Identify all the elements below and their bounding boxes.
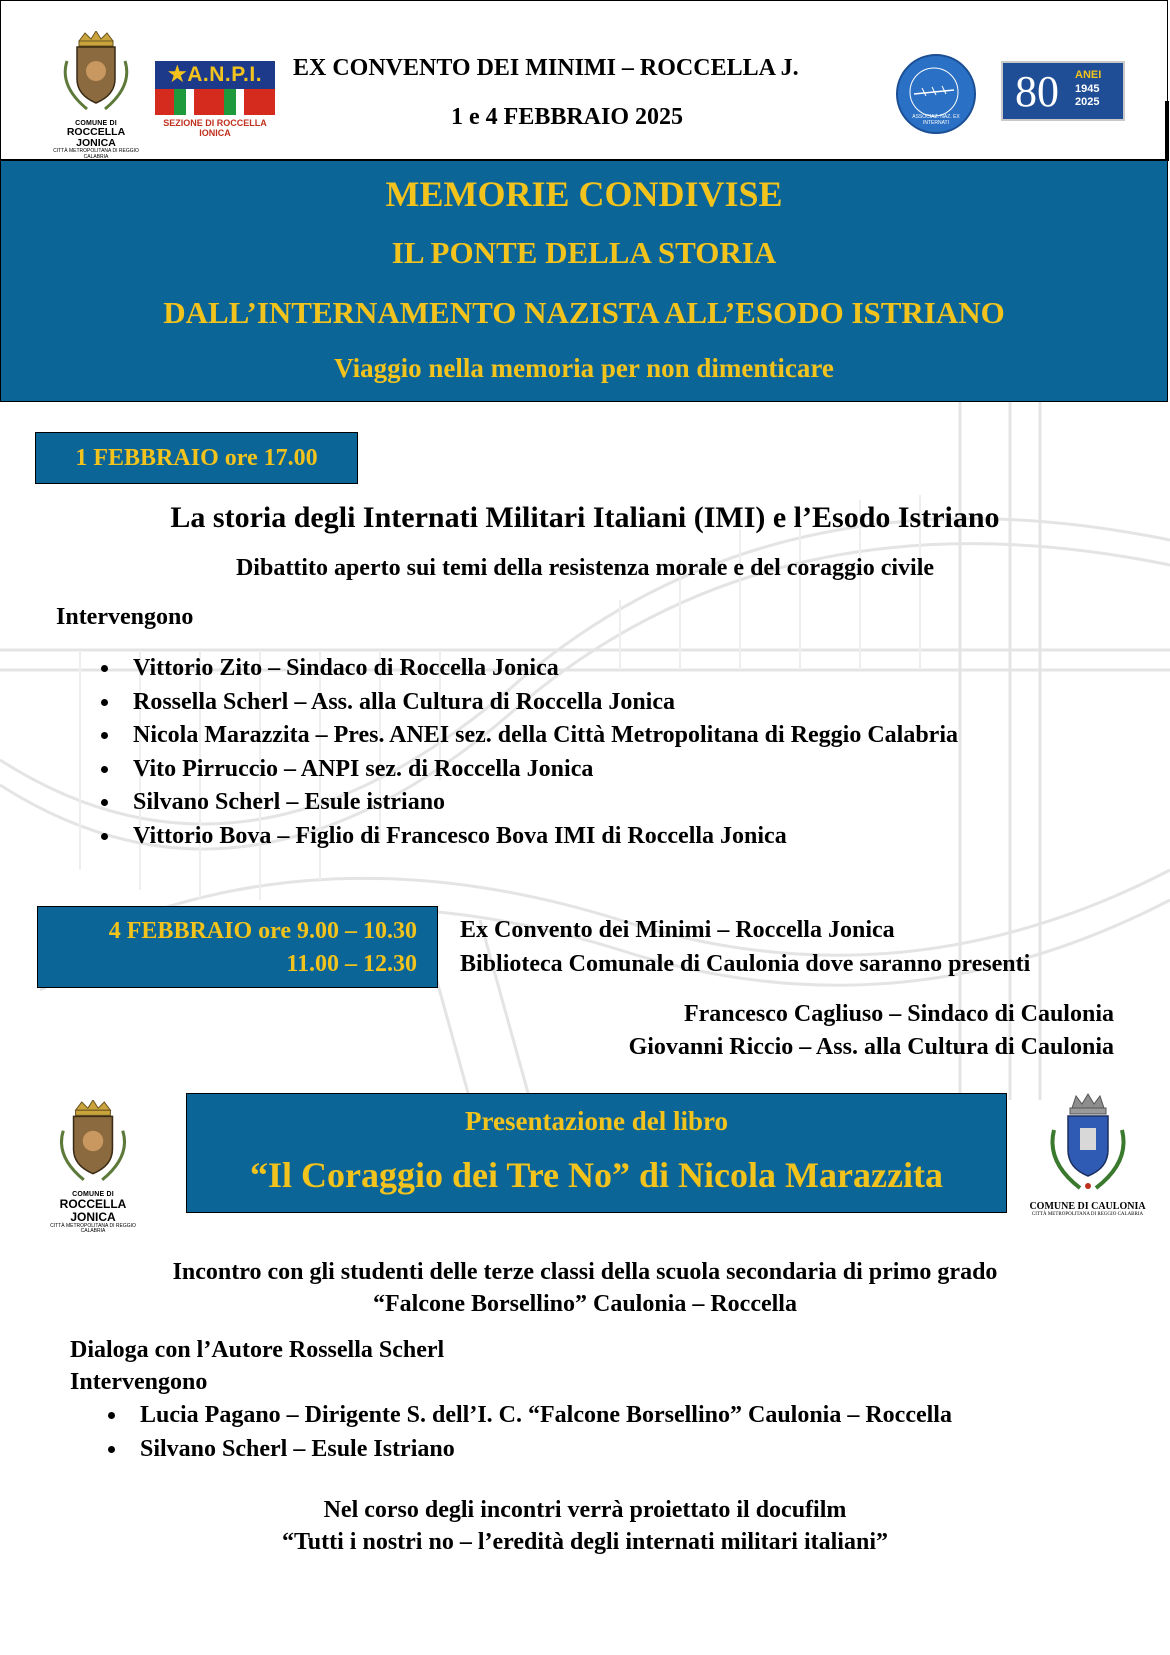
event1-subtitle: Dibattito aperto sui temi della resistenza morale e del coraggio civile [235,555,935,581]
title-band [0,160,1168,402]
title-line-1: MEMORIE CONDIVISE [385,174,783,214]
title-subtitle: Viaggio nella memoria per non dimenticare [334,353,834,383]
event1-speaker: Vittorio Zito – Sindaco di Roccella Jonica [133,652,958,686]
event2-guests [629,998,1114,1064]
caulonia-logo-line1: COMUNE DI CAULONIA [1029,1201,1146,1212]
roccella-logo-bottom [38,1100,148,1234]
event2-date-line1: 4 FEBBRAIO ore 9.00 – 10.30 [108,918,417,944]
anpi-section: SEZIONE DI ROCCELLA IONICA [163,118,267,138]
event2-guest: Francesco Cagliuso – Sindaco di Caulonia [683,1001,1114,1027]
footer-line1: Nel corso degli incontri verrà proiettato il docufilm [323,1497,847,1523]
dialogue-speaker: Lucia Pagano – Dirigente S. dell’I. C. “Falcone Borsellino” Caulonia – Roccella [140,1399,952,1433]
book-label: Presentazione del libro [465,1106,728,1136]
event1-speaker: Vito Pirruccio – ANPI sez. di Roccella Jonica [133,753,958,787]
ex-internati-logo [896,54,976,134]
caulonia-crest-icon [1042,1092,1134,1196]
event2-date-line2: 11.00 – 12.30 [286,951,417,977]
header-venue: EX CONVENTO DEI MINIMI – ROCCELLA J. [293,55,799,81]
event2-venue-line2: Biblioteca Comunale di Caulonia dove saranno presenti [460,951,1031,977]
event1-title: La storia degli Internati Militari Italiani (IMI) e l’Esodo Istriano [170,501,1000,534]
ex-internati-text: ASSOCIAZ. NAZ. EX INTERNATI [912,114,960,126]
roccella-logo-line3: CITTÀ METROPOLITANA DI REGGIO CALABRIA [53,148,139,160]
caulonia-logo-line2: CITTÀ METROPOLITANA DI REGGIO CALABRIA [1031,1212,1144,1217]
event1-speaker: Vittorio Bova – Figlio di Francesco Bova IMI di Roccella Jonica [133,820,958,854]
students-block [0,1256,1170,1320]
dialogue-speaker: Silvano Scherl – Esule Istriano [140,1433,952,1467]
roccella-crest-icon [57,31,135,115]
header-dates: 1 e 4 FEBBRAIO 2025 [451,104,684,130]
roccella-logo [49,31,143,160]
roccella-crest-icon [52,1100,134,1186]
anei-number: 80 [1015,67,1059,116]
dialogue-line1: Dialoga con l’Autore Rossella Scherl [70,1337,445,1363]
footer-block [0,1494,1170,1558]
anei-label: ANEI [1075,69,1102,81]
title-line-2: IL PONTE DELLA STORIA [391,235,777,270]
footer-line2: “Tutti i nostri no – l’eredità degli internati militari italiani” [282,1529,888,1555]
event1-speaker-list [133,652,958,853]
event1-speaker: Silvano Scherl – Esule istriano [133,786,958,820]
roccella-logo-line3: CITTÀ METROPOLITANA DI REGGIO CALABRIA [50,1222,136,1234]
anei-80-logo [1001,61,1125,121]
anpi-flag-icon [155,89,275,115]
header [0,0,1168,160]
anpi-name: ★A.N.P.I. [155,61,275,89]
book-title: “Il Coraggio dei Tre No” di Nicola Marazzita [250,1155,943,1195]
event1-date-box: 1 FEBBRAIO ore 17.00 [35,432,358,484]
book-box [186,1093,1007,1213]
dialogue-speaker-list [140,1399,952,1466]
students-line1: Incontro con gli studenti delle terze classi della scuola secondaria di primo grado [172,1259,998,1285]
roccella-logo-line1: COMUNE DI [72,1191,114,1198]
roccella-logo-line2: ROCCELLA JONICA [59,1197,127,1224]
event2-venues [460,913,1030,981]
event2-date-box [37,906,438,988]
dialogue-block [70,1334,444,1398]
event1-speakers-heading: Intervengono [56,604,194,630]
anpi-logo [155,61,275,138]
caulonia-logo [1020,1092,1155,1217]
event2-guest: Giovanni Riccio – Ass. alla Cultura di Caulonia [628,1034,1114,1060]
title-line-3: DALL’INTERNAMENTO NAZISTA ALL’ESODO ISTRIANO [163,295,1005,330]
header-edge-mark [1165,101,1169,161]
event2-venue-line1: Ex Convento dei Minimi – Roccella Jonica [460,917,895,943]
anei-years: 1945 2025 [1075,83,1100,108]
event1-speaker: Rossella Scherl – Ass. alla Cultura di Roccella Jonica [133,686,958,720]
dialogue-heading: Intervengono [70,1369,208,1395]
students-line2: “Falcone Borsellino” Caulonia – Roccella [373,1291,797,1317]
roccella-logo-line2: ROCCELLA JONICA [66,126,126,150]
event1-speaker: Nicola Marazzita – Pres. ANEI sez. della Città Metropolitana di Reggio Calabria [133,719,958,753]
roccella-logo-line1: COMUNE DI [75,120,117,127]
